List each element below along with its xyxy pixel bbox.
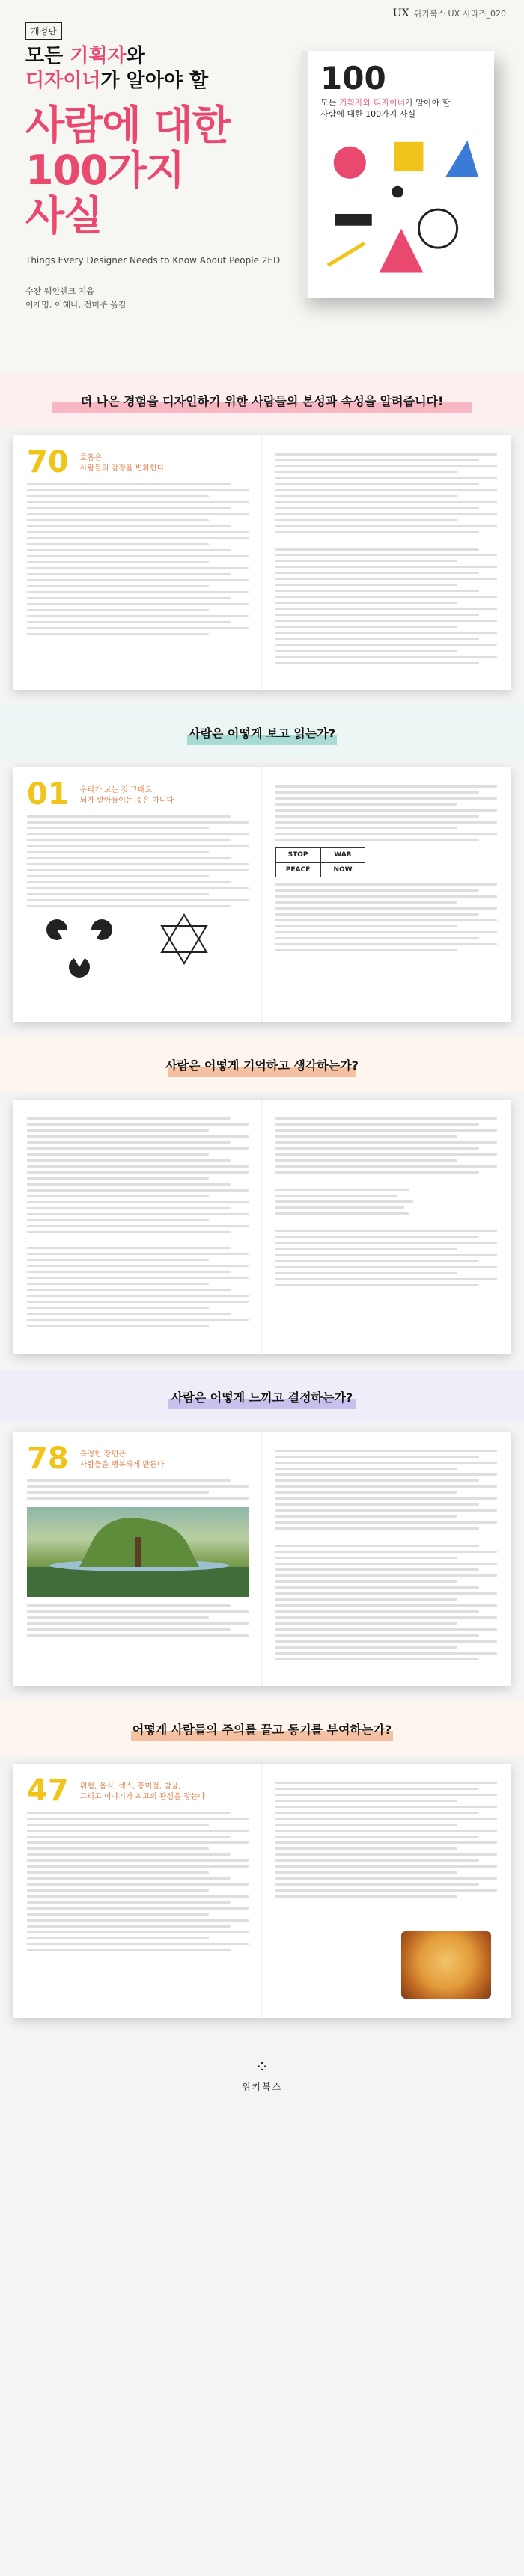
right-page bbox=[262, 767, 511, 1022]
chapter-title bbox=[80, 785, 174, 806]
body-text-block bbox=[27, 815, 249, 907]
banner-text: 사람은 어떻게 기억하고 생각하는가? bbox=[165, 1058, 359, 1073]
left-page bbox=[13, 1432, 262, 1686]
figure-word: STOP bbox=[275, 847, 320, 862]
cover-illustration bbox=[320, 133, 482, 280]
body-text-block bbox=[275, 1782, 497, 1898]
chapter-number: 70 bbox=[27, 445, 69, 479]
book-spread-5 bbox=[13, 1764, 511, 2018]
book-title bbox=[320, 97, 482, 120]
hero-subtitle-en: Things Every Designer Needs to Know About People 2ED bbox=[25, 255, 281, 266]
book-spread-3 bbox=[13, 1100, 511, 1354]
spread-wrap-2 bbox=[0, 758, 524, 1038]
section-banner-5 bbox=[0, 1702, 524, 1755]
chapter-title-2: 사람들의 감정을 변화한다 bbox=[79, 464, 165, 473]
ux-logo: UX bbox=[392, 7, 409, 19]
chapter-title bbox=[80, 1450, 165, 1471]
body-text-block bbox=[27, 483, 249, 635]
hero-line-2-post: 가 알아야 할 bbox=[100, 69, 209, 92]
chapter-title-2: 사람들을 행복하게 만든다 bbox=[79, 1461, 165, 1469]
chapter-title bbox=[80, 1782, 205, 1803]
illusion-figure bbox=[27, 911, 244, 978]
chapter-number: 47 bbox=[27, 1773, 69, 1808]
hero bbox=[0, 0, 524, 374]
hero-line-1-accent: 기획자 bbox=[70, 45, 127, 67]
book-spread-1 bbox=[13, 435, 511, 690]
hero-line-1-pre: 모든 bbox=[25, 45, 70, 67]
chapter-title-1: 호흡은 bbox=[79, 454, 102, 462]
chapter-title-2: 그리고 이야기가 최고의 관심을 잡는다 bbox=[79, 1793, 206, 1801]
spread-wrap-5 bbox=[0, 1755, 524, 2034]
section-banner-1 bbox=[0, 374, 524, 426]
chapter-number: 78 bbox=[27, 1441, 69, 1476]
left-page bbox=[13, 767, 262, 1022]
author-line: 수잔 웨인쉔크 지음 bbox=[25, 286, 95, 297]
section-banner-3 bbox=[0, 1038, 524, 1091]
figure-word: PEACE bbox=[275, 862, 320, 877]
landscape-photo bbox=[27, 1507, 249, 1597]
figure-word: WAR bbox=[320, 847, 365, 862]
book-title-line2: 사람에 대한 100가지 사실 bbox=[320, 109, 416, 120]
right-page bbox=[262, 1764, 511, 2018]
body-text-block bbox=[275, 1450, 497, 1660]
hero-line-2-accent: 디자이너 bbox=[25, 69, 101, 92]
left-page bbox=[13, 1100, 262, 1354]
edition-badge: 개정판 bbox=[25, 22, 62, 40]
series-text: 위키북스 UX 시리즈_020 bbox=[413, 9, 506, 19]
book-title-pre: 모든 bbox=[320, 98, 339, 108]
book-title-post: 가 알아야 할 bbox=[405, 98, 451, 108]
left-page bbox=[13, 1764, 262, 2018]
food-photo bbox=[401, 1931, 491, 1999]
book-spread-2 bbox=[13, 767, 511, 1022]
right-page bbox=[262, 435, 511, 690]
body-text-block bbox=[275, 1117, 497, 1286]
right-page bbox=[262, 1100, 511, 1354]
banner-text: 더 나은 경험을 디자인하기 위한 사람들의 본성과 속성을 알려줍니다! bbox=[80, 393, 444, 408]
chapter-title-1: 특정한 장면은 bbox=[79, 1450, 126, 1459]
chapter-title-2: 뇌가 받아들이는 것은 아니다 bbox=[79, 797, 174, 805]
body-text-block bbox=[27, 1479, 249, 1500]
hero-line-1-post: 와 bbox=[126, 45, 145, 67]
right-page bbox=[262, 1432, 511, 1686]
left-page bbox=[13, 435, 262, 690]
chapter-number: 01 bbox=[27, 777, 69, 812]
book-cover bbox=[301, 51, 494, 298]
book-title-accent: 기획자와 디자이너 bbox=[338, 98, 406, 108]
chapter-title-1: 우리가 보는 것 그대로 bbox=[79, 786, 153, 794]
chapter-title bbox=[80, 453, 165, 474]
stop-war-figure bbox=[275, 847, 497, 877]
banner-text: 사람은 어떻게 보고 읽는가? bbox=[188, 726, 335, 740]
spread-wrap-3 bbox=[0, 1091, 524, 1370]
series-label bbox=[393, 7, 506, 19]
body-text-block bbox=[275, 883, 497, 951]
body-text-block bbox=[27, 1117, 249, 1327]
spread-wrap-1 bbox=[0, 426, 524, 706]
book-spread-4 bbox=[13, 1432, 511, 1686]
publisher-logo-text: 위키북스 bbox=[241, 2082, 283, 2092]
translator-line: 이재명, 이해나, 전미주 옮김 bbox=[25, 300, 127, 310]
publisher-logo-icon: ⁘ bbox=[255, 2058, 269, 2077]
footer bbox=[0, 2034, 524, 2117]
figure-word: NOW bbox=[320, 862, 365, 877]
book-number: 100 bbox=[320, 60, 386, 96]
section-banner-2 bbox=[0, 706, 524, 758]
hero-title-1: 사람에 대한 bbox=[25, 102, 231, 149]
banner-text: 사람은 어떻게 느끼고 결정하는가? bbox=[171, 1390, 353, 1405]
section-banner-4 bbox=[0, 1370, 524, 1423]
spread-wrap-4 bbox=[0, 1423, 524, 1702]
banner-text: 어떻게 사람들의 주의를 끌고 동기를 부여하는가? bbox=[132, 1722, 392, 1737]
hero-title-3: 사실 bbox=[25, 191, 103, 239]
body-text-block bbox=[27, 1812, 249, 1951]
hero-title-2: 100가지 bbox=[25, 147, 185, 194]
chapter-title-1: 위험, 음식, 섹스, 흥미점, 발굴, bbox=[79, 1782, 181, 1791]
body-text-block bbox=[275, 785, 497, 841]
body-text-block bbox=[27, 1604, 249, 1637]
tree-illustration bbox=[27, 1507, 249, 1597]
body-text-block bbox=[275, 453, 497, 664]
